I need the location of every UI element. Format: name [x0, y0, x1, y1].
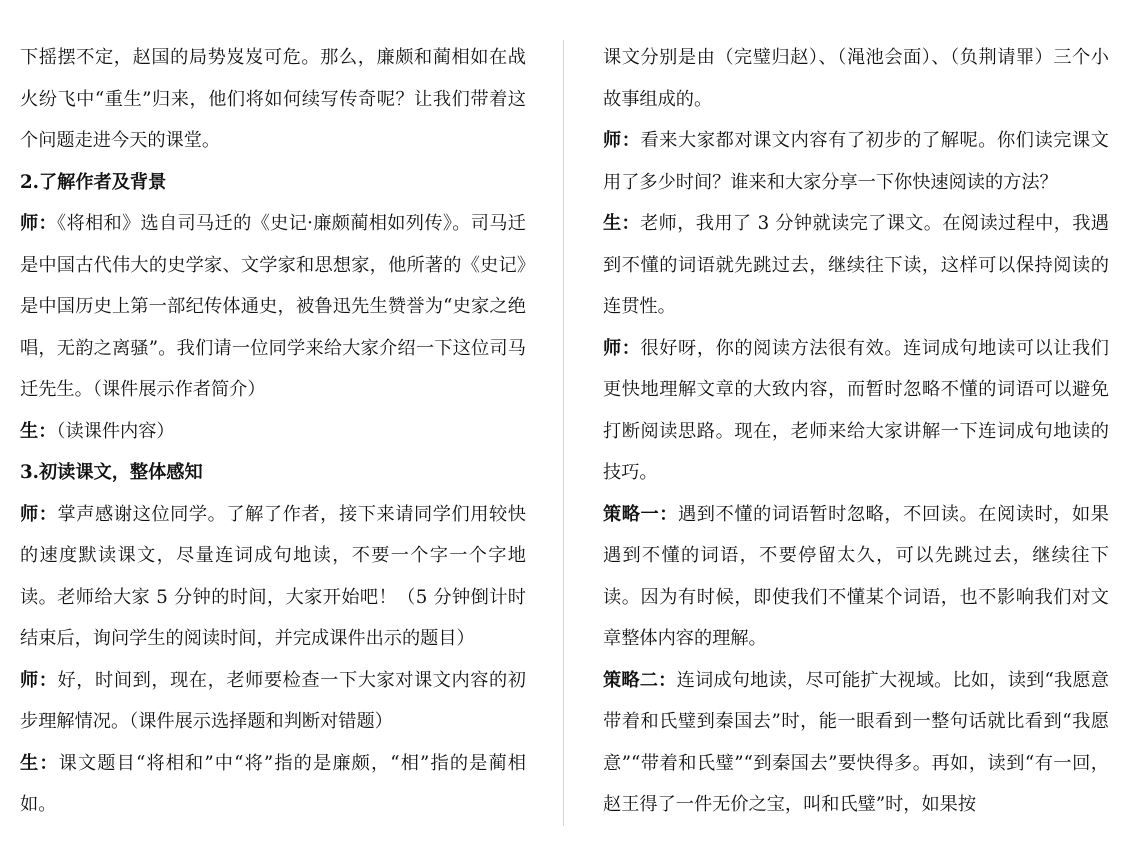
- heading-text: 3.初读课文，整体感知: [20, 462, 203, 483]
- speaker-label: 师：: [603, 130, 641, 151]
- paragraph-text: 看来大家都对课文内容有了初步的了解呢。你们读完课文用了多少时间？谁来和大家分享一下你快速阅读的方法？: [603, 130, 1109, 193]
- paragraph-text: 课文题目“将相和”中“将”指的是廉颇，“相”指的是蔺相如。: [20, 752, 526, 815]
- paragraph: [20, 743, 526, 826]
- paragraph-text: 很好呀，你的阅读方法很有效。连词成句地读可以让我们更快地理解文章的大致内容，而暂时忽略不懂的词语可以避免打断阅读思路。现在，老师来给大家讲解一下连词成句地读的技巧。: [603, 337, 1109, 483]
- speaker-label: 师：: [20, 669, 58, 691]
- section-heading: [20, 162, 526, 204]
- paragraph-text: 老师，我用了 3 分钟就读完了课文。在阅读过程中，我遇到不懂的词语就先跳过去，继续往下读，这样可以保持阅读的连贯性。: [603, 213, 1109, 317]
- paragraph: [603, 494, 1109, 660]
- paragraph: [603, 328, 1109, 494]
- paragraph: [603, 203, 1109, 328]
- speaker-label: 生：: [603, 213, 641, 234]
- paragraph: [603, 37, 1109, 120]
- right-column: [603, 37, 1109, 826]
- paragraph: [20, 411, 526, 453]
- speaker-label: 师：: [20, 213, 58, 234]
- paragraph-text: 连词成句地读，尽可能扩大视域。比如，读到“我愿意带着和氏璧到秦国去”时，能一眼看到一整句话就比看到“我愿意”“带着和氏璧”“到秦国去”要快得多。再如，读到“有一回，赵王得了一件无价之宝，叫和氏璧”时，如果按: [603, 669, 1109, 815]
- speaker-label: 师：: [603, 337, 641, 359]
- column-divider: [563, 40, 564, 826]
- speaker-label: 策略二：: [603, 669, 677, 691]
- speaker-label: 策略一：: [603, 503, 679, 525]
- paragraph: [603, 120, 1109, 203]
- paragraph-text: 掌声感谢这位同学。了解了作者，接下来请同学们用较快的速度默读课文，尽量连词成句地读，不要一个字一个字地读。老师给大家 5 分钟的时间，大家开始吧！（5 分钟倒计时结束后，询问学生的阅读时间，并完成课件出示的题目）: [20, 503, 526, 649]
- paragraph-text: 下摇摆不定，赵国的局势岌岌可危。那么，廉颇和蔺相如在战火纷飞中“重生”归来，他们将如何续写传奇呢？让我们带着这个问题走进今天的课堂。: [20, 47, 526, 151]
- paragraph-text: 好，时间到，现在，老师要检查一下大家对课文内容的初步理解情况。（课件展示选择题和判断对错题）: [20, 669, 526, 732]
- paragraph: [603, 660, 1109, 826]
- paragraph: [20, 37, 526, 162]
- paragraph-text: 课文分别是由（完璧归赵）、（渑池会面）、（负荆请罪）三个小故事组成的。: [603, 47, 1109, 110]
- paragraph: [20, 660, 526, 743]
- left-column: [20, 37, 526, 826]
- speaker-label: 生：: [20, 752, 59, 774]
- heading-text: 2.了解作者及背景: [20, 171, 167, 193]
- paragraph: [20, 494, 526, 660]
- paragraph: [20, 203, 526, 411]
- paragraph-text: 遇到不懂的词语暂时忽略，不回读。在阅读时，如果遇到不懂的词语，不要停留太久，可以先跳过去，继续往下读。因为有时候，即使我们不懂某个词语，也不影响我们对文章整体内容的理解。: [603, 503, 1109, 649]
- section-heading: [20, 452, 526, 494]
- paragraph-text: 《将相和》选自司马迁的《史记·廉颇蔺相如列传》。司马迁是中国古代伟大的史学家、文学家和思想家，他所著的《史记》是中国历史上第一部纪传体通史，被鲁迅先生赞誉为“史家之绝唱，无韵之离骚”。我们请一位同学来给大家介绍一下这位司马迁先生。（课件展示作者简介）: [20, 213, 526, 400]
- speaker-label: 生：: [20, 420, 57, 442]
- paragraph-text: （读课件内容）: [56, 420, 175, 442]
- speaker-label: 师：: [20, 503, 58, 525]
